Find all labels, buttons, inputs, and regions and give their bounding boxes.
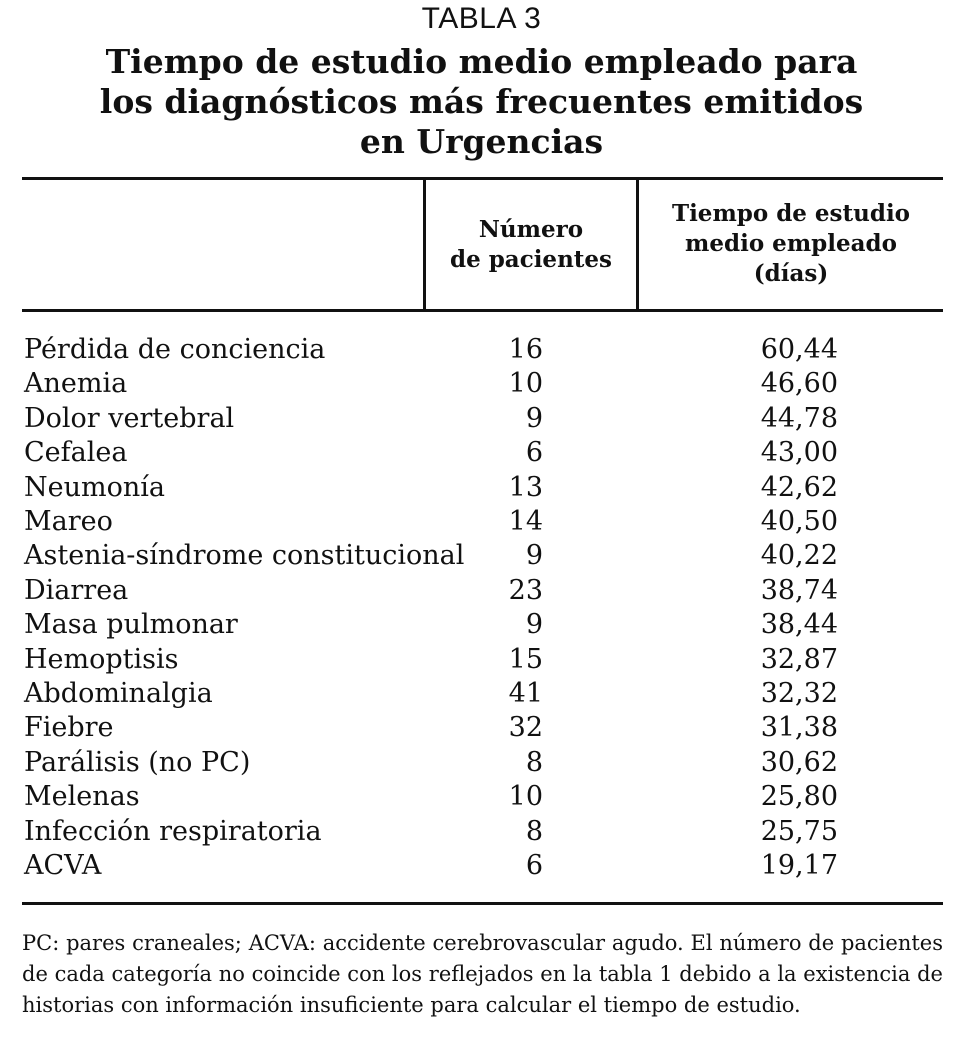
patients-cell: 14 [508,506,543,537]
patients-cell: 41 [508,678,543,709]
diagnosis-cell: Infección respiratoria [24,815,322,847]
column-header-time [639,199,943,289]
diagnosis-cell: Dolor vertebral [24,402,235,434]
table-title [0,42,963,162]
diagnosis-cell: Melenas [24,781,140,813]
table-row [0,815,963,849]
study-time-cell: 42,62 [760,471,838,503]
diagnosis-cell: Fiebre [24,712,114,744]
study-time-cell: 32,32 [760,678,838,709]
diagnosis-cell: Neumonía [24,471,165,503]
table-row [0,849,963,883]
patients-cell: 8 [525,746,543,778]
table-row [0,711,963,745]
study-time-cell: 60,44 [760,334,838,365]
table-label: TABLA 3 [421,2,542,35]
diagnosis-cell: Diarrea [24,574,129,606]
study-time-cell: 38,74 [760,574,838,606]
table-row [0,643,963,677]
diagnosis-cell: ACVA [24,850,102,881]
patients-cell: 6 [525,437,543,469]
diagnosis-cell: Cefalea [24,437,128,469]
study-time-cell: 25,75 [760,815,838,847]
table-row [0,436,963,470]
study-time-cell: 32,87 [760,643,838,675]
diagnosis-cell: Masa pulmonar [24,609,238,641]
table-row [0,780,963,814]
diagnosis-cell: Abdominalgia [24,678,213,709]
table-row [0,402,963,436]
study-time-cell: 46,60 [760,368,838,400]
title-line: en Urgencias [359,122,604,161]
patients-cell: 32 [508,712,543,744]
diagnosis-cell: Hemoptisis [24,643,179,675]
patients-cell: 8 [525,815,543,847]
patients-cell: 9 [525,609,543,641]
bottom-rule [22,902,943,905]
table-row [0,677,963,711]
column-header-line: de pacientes [449,246,612,273]
table-footnote: PC: pares craneales; ACVA: accidente cerebrovascular agudo. El número de pacientes de cada categoría no coincide con los reflejados en la tabla 1 debido a la existencia de historias con información insuficiente para calcular el tiempo de estudio. [22,931,943,1017]
patients-cell: 9 [525,402,543,434]
table-row [0,471,963,505]
column-header-line: Número [478,216,584,243]
study-time-cell: 38,44 [760,609,838,641]
table-row [0,574,963,608]
diagnosis-cell: Pérdida de conciencia [24,334,326,365]
table-row [0,505,963,539]
title-line: los diagnósticos más frecuentes emitidos [99,82,864,121]
table-row [0,539,963,573]
top-rule [22,177,943,180]
patients-cell: 6 [525,850,543,881]
column-header-line: medio empleado [685,230,897,257]
patients-cell: 16 [508,334,543,365]
study-time-cell: 44,78 [760,402,838,434]
table-row [0,608,963,642]
patients-cell: 13 [508,471,543,503]
column-header-line: Tiempo de estudio [671,200,911,227]
header-bottom-rule [22,309,943,312]
diagnosis-cell: Astenia-síndrome constitucional [24,540,465,572]
study-time-cell: 31,38 [760,712,838,744]
patients-cell: 23 [508,574,543,606]
column-header-patients [426,215,636,275]
patients-cell: 9 [525,540,543,572]
diagnosis-cell: Parálisis (no PC) [24,746,251,778]
study-time-cell: 40,50 [760,506,838,537]
title-line: Tiempo de estudio medio empleado para [105,42,858,81]
study-time-cell: 25,80 [760,781,838,813]
table-row [0,333,963,367]
study-time-cell: 43,00 [760,437,838,469]
table-row [0,746,963,780]
table-row [0,367,963,401]
patients-cell: 15 [508,643,543,675]
diagnosis-cell: Mareo [24,506,113,537]
study-time-cell: 30,62 [760,746,838,778]
study-time-cell: 19,17 [760,850,838,881]
diagnosis-cell: Anemia [24,368,128,400]
column-header-line: (días) [753,260,829,287]
patients-cell: 10 [508,368,543,400]
study-time-cell: 40,22 [760,540,838,572]
patients-cell: 10 [508,781,543,813]
